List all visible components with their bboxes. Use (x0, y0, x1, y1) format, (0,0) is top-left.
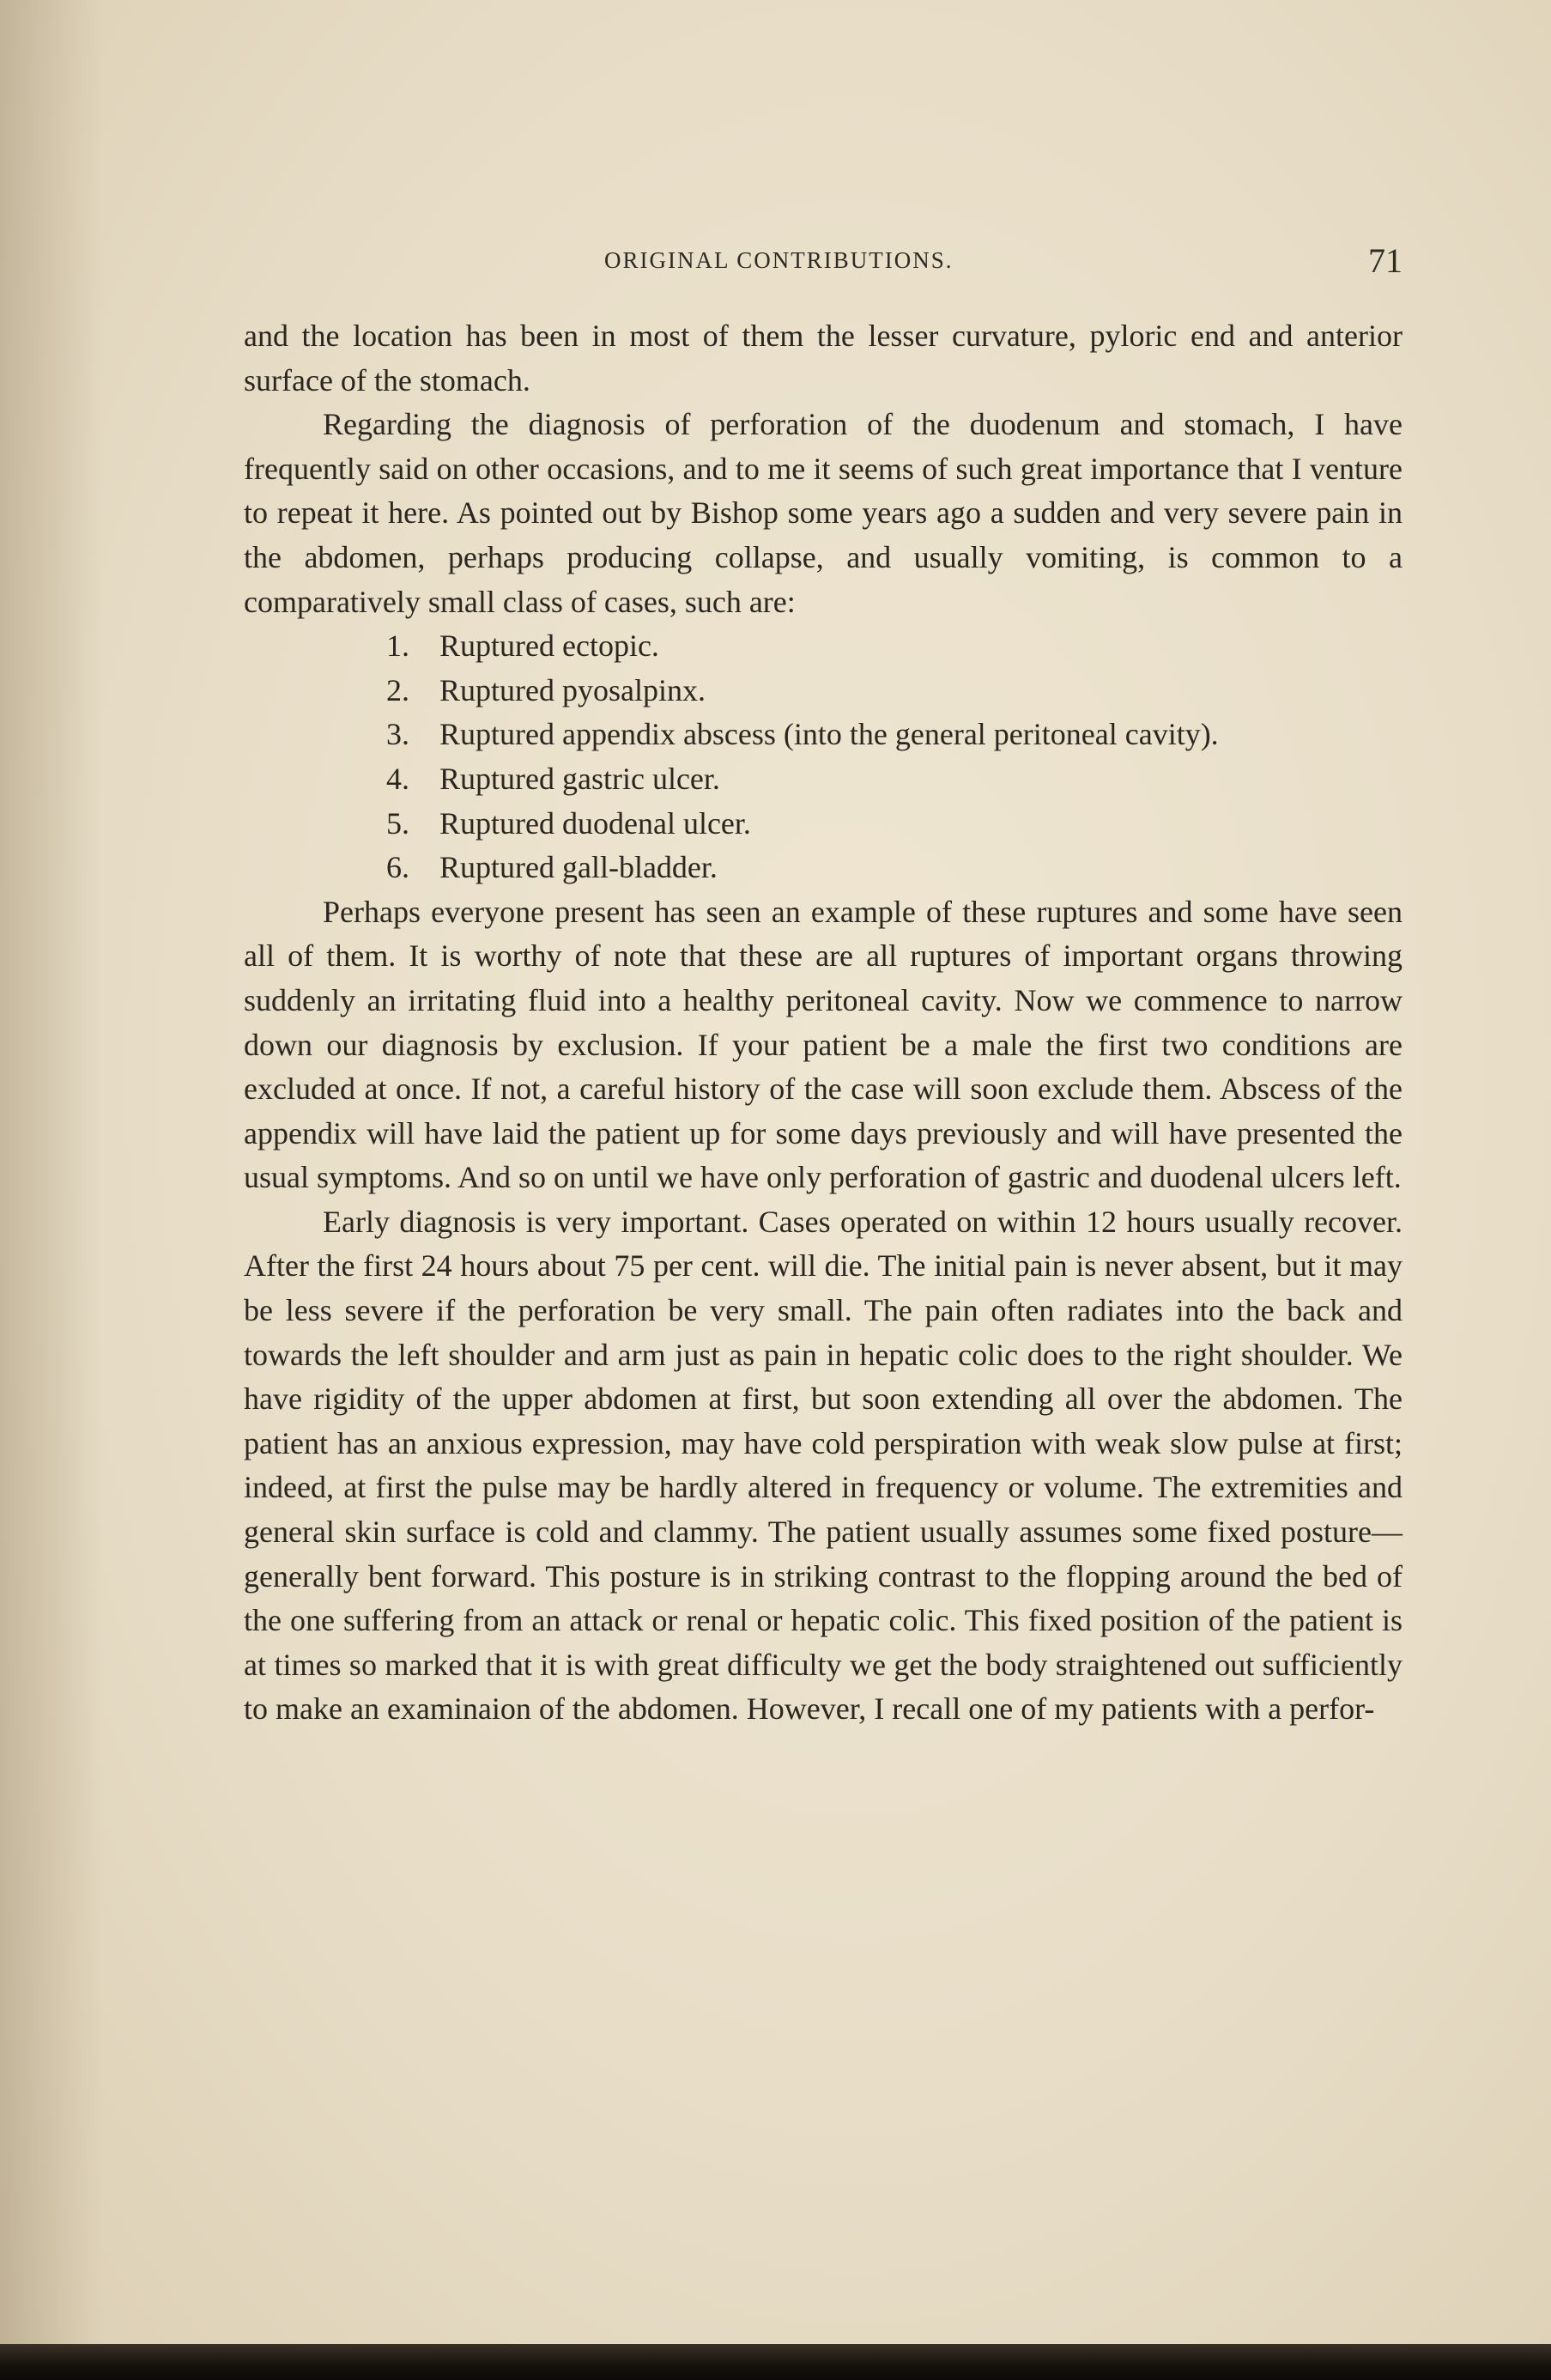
body-text (244, 314, 1403, 1732)
page-number: 71 (1368, 241, 1403, 280)
paragraph-continued: and the location has been in most of them the lesser curvature, pyloric end and anterior surface of the stomach. (244, 319, 1403, 398)
list-item (244, 624, 1403, 669)
gutter-shadow (0, 0, 103, 2380)
list-item-text: Ruptured pyosalpinx. (439, 672, 706, 707)
list-item-number: 2. (386, 672, 409, 707)
list-item-text: Ruptured duodenal ulcer. (439, 805, 751, 841)
header-title: ORIGINAL CONTRIBUTIONS. (604, 247, 954, 273)
list-item-number: 1. (386, 628, 409, 664)
list-item-number: 4. (386, 761, 409, 796)
list-item (244, 713, 1403, 757)
list-item-number: 5. (386, 805, 409, 841)
running-header (244, 240, 1403, 283)
list-item (244, 802, 1403, 847)
list-item-text: Ruptured ectopic. (439, 628, 659, 664)
paragraph-early-diagnosis: Early diagnosis is very important. Cases operated on within 12 hours usually recover. After the first 24 hours about 75 per cent. will die. The initial pain is never absent, but it may be less severe if the perforation be very small. The pain often radiates into the back and towards the left shoulder and arm just as pain in hepatic colic does to the right shoulder. We have rigidity of the upper abdomen at first, but soon extending all over the abdomen. The patient has an anxious expression, may have cold perspiration with weak slow pulse at first; indeed, at first the pulse may be hardly altered in frequency or volume. The extremities and general skin surface is cold and clammy. The patient usually assumes some fixed posture—generally bent forward. This posture is in striking contrast to the flopping around the bed of the one suffering from an attack or renal or hepatic colic. This fixed position of the patient is at times so marked that it is with great difficulty we get the body straightened out sufficiently to make an examinaion of the abdomen. However, I recall one of my patients with a perfor- (244, 1204, 1403, 1727)
rupture-list (244, 624, 1403, 890)
list-item (244, 757, 1403, 802)
paragraph-diagnosis: Regarding the diagnosis of perforation of the duodenum and stomach, I have frequently said on other occasions, and to me it seems of such great importance that I venture to repeat it here. As pointed out by Bishop some years ago a sudden and very severe pain in the abdomen, perhaps producing collapse, and usually vomiting, is common to a comparatively small class of cases, such are: (244, 407, 1403, 619)
list-item-text: Ruptured gastric ulcer. (439, 761, 720, 796)
list-item (244, 669, 1403, 713)
list-item-number: 3. (386, 717, 409, 752)
list-item (244, 846, 1403, 890)
page-bottom-edge (0, 2344, 1551, 2380)
list-item-number: 6. (386, 850, 409, 885)
list-item-text: Ruptured gall-bladder. (439, 850, 718, 885)
paragraph-ruptures: Perhaps everyone present has seen an example of these ruptures and some have seen all of them. It is worthy of note that these are all ruptures of important organs throwing suddenly an irritating fluid into a healthy peritoneal cavity. Now we commence to narrow down our diagnosis by exclusion. If your patient be a male the first two conditions are excluded at once. If not, a careful history of the case will soon exclude them. Abscess of the appendix will have laid the patient up for some days previously and will have presented the usual symptoms. And so on until we have only perforation of gastric and duodenal ulcers left. (244, 894, 1403, 1195)
list-item-text: Ruptured appendix abscess (into the general peritoneal cavity). (439, 717, 1219, 752)
